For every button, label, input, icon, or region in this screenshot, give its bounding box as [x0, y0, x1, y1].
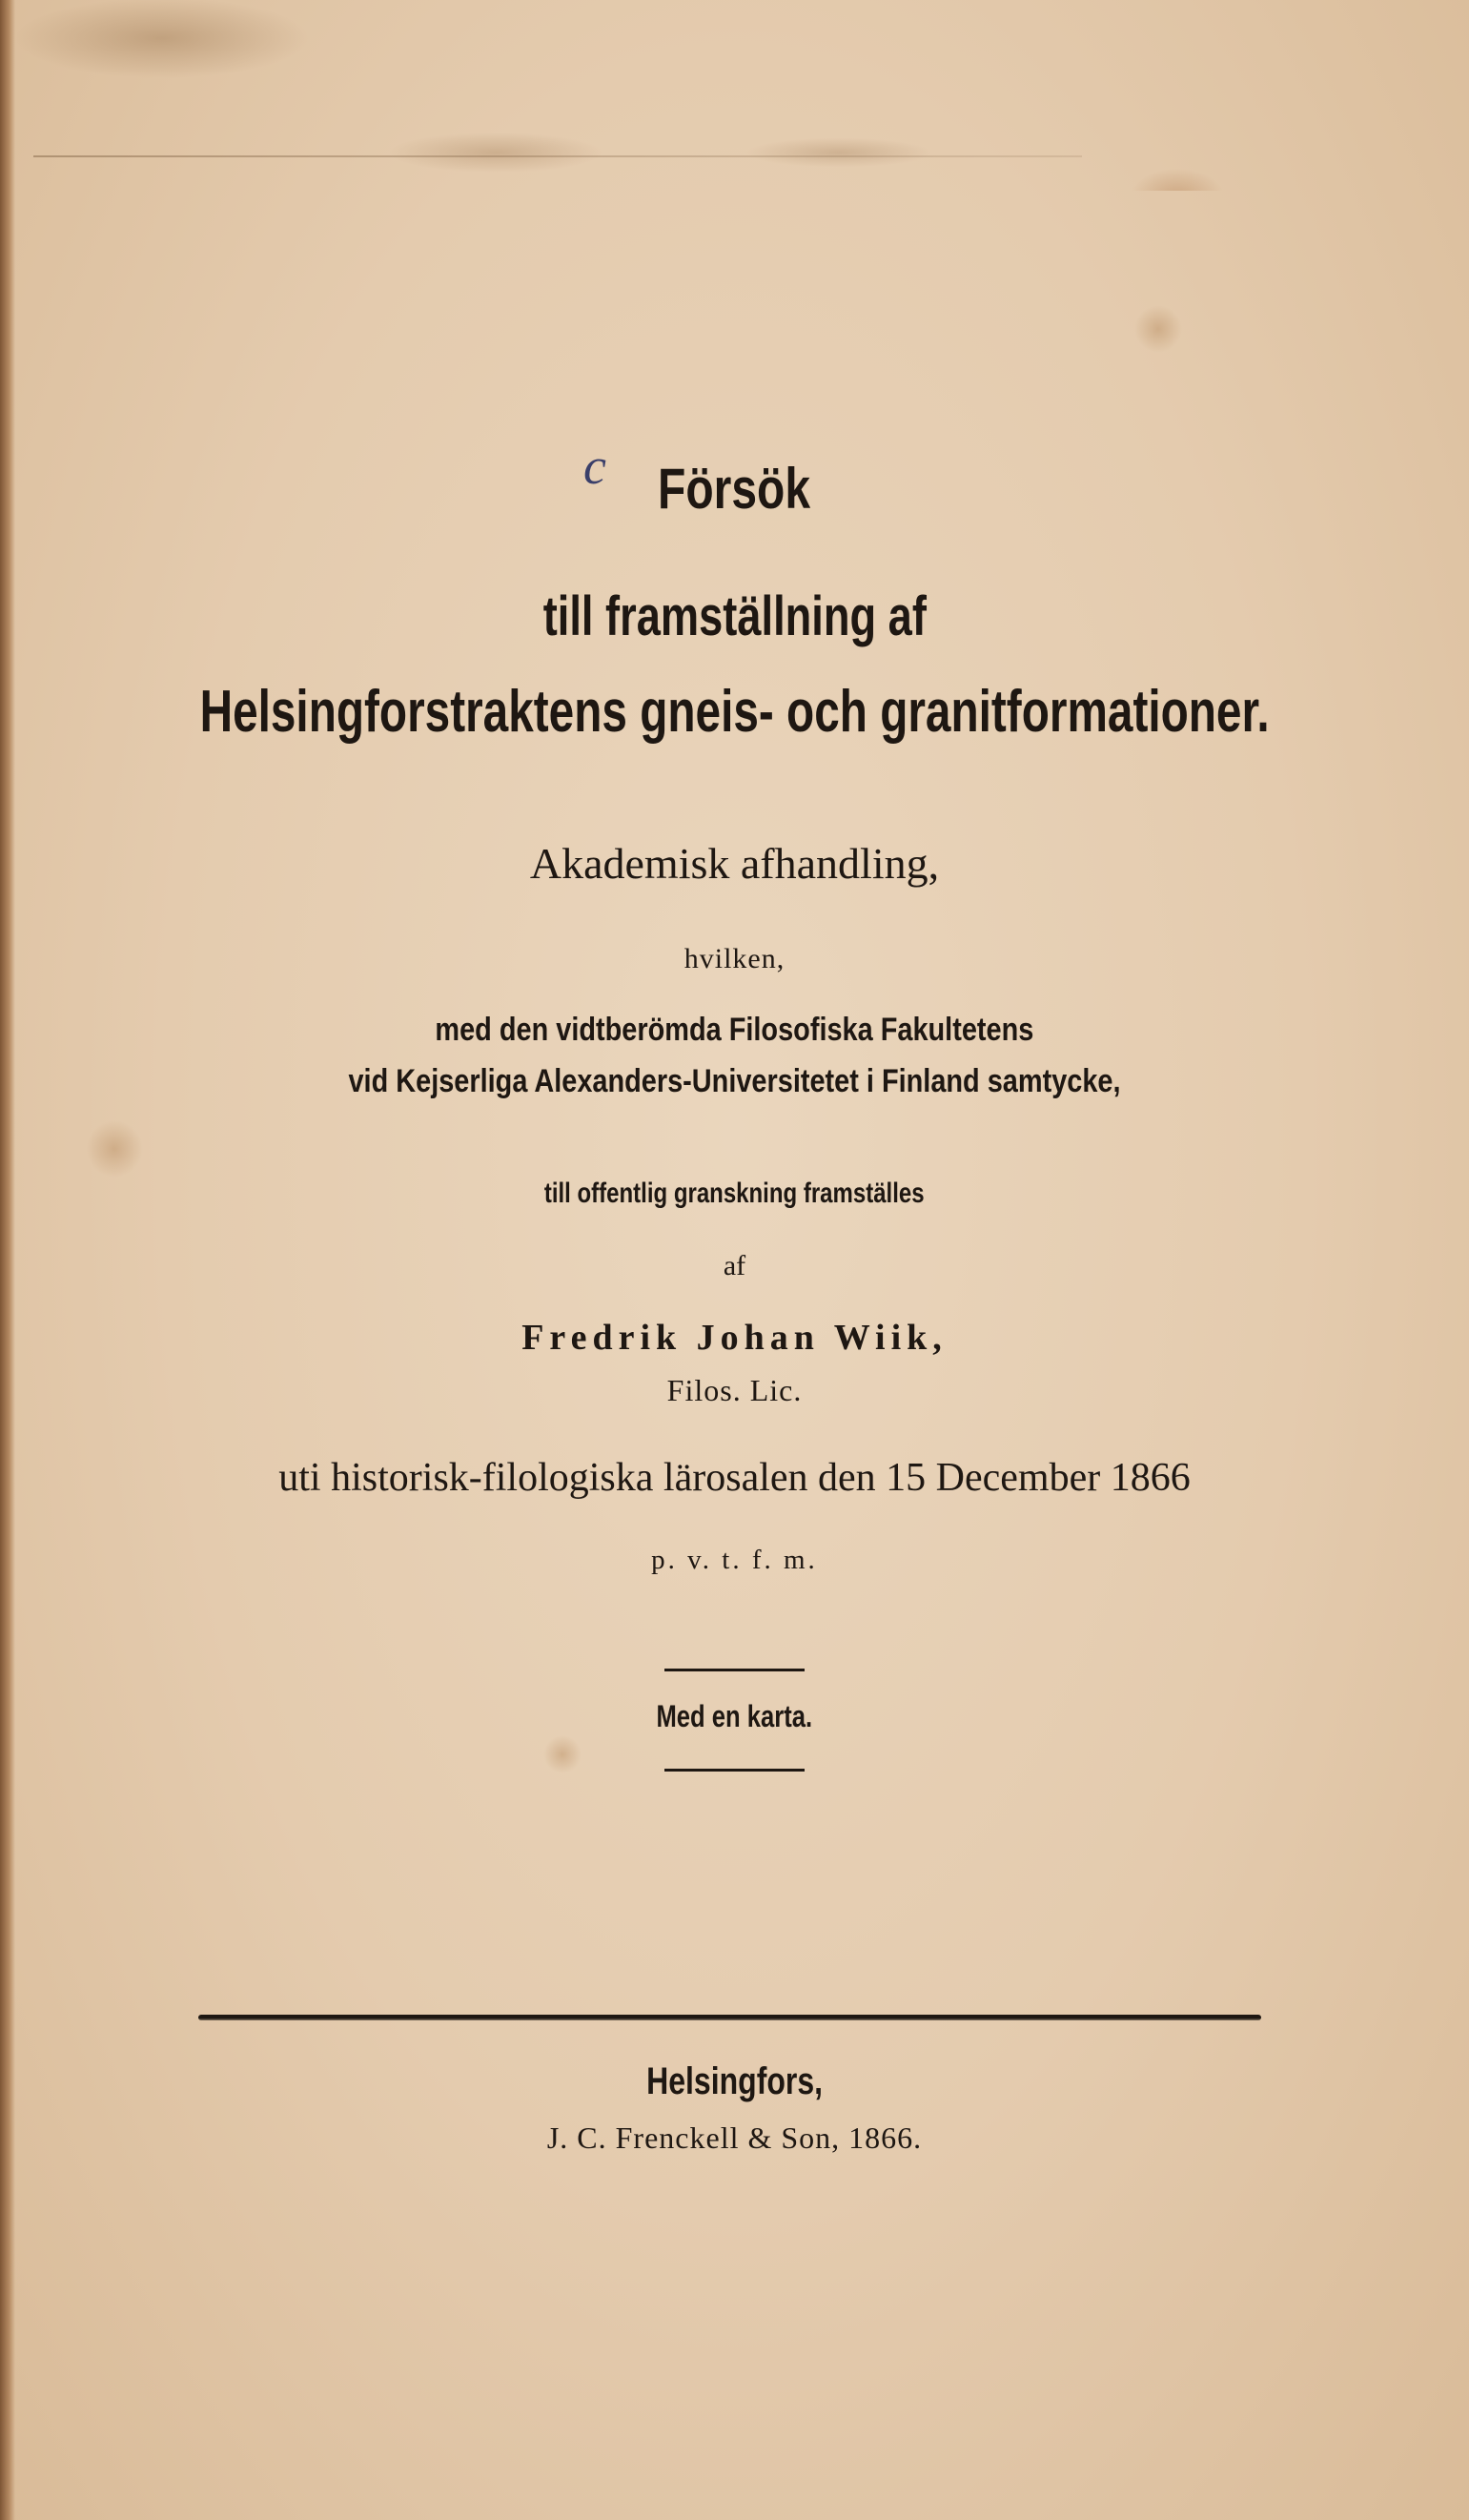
relative-clause: hvilken, [683, 943, 786, 974]
imprint-publisher: J. C. Frenckell & Son, 1866. [546, 2120, 923, 2155]
author-degree: Filos. Lic. [666, 1373, 803, 1407]
faculty-line-2: vid Kejserliga Alexanders-Universitetet i Finland samtycke, [348, 1063, 1121, 1099]
subtitle-line-2: Helsingforstraktens gneis- och granitformationer. [199, 679, 1270, 745]
examination-line: till offentlig granskning framställes [544, 1178, 925, 1209]
subtitle-line-1: till framställning af [542, 585, 927, 647]
divider-rule [664, 1769, 805, 1772]
paper-spot [543, 1735, 581, 1773]
by-word: af [723, 1250, 746, 1281]
venue-date: uti historisk-filologiska lärosalen den 15 December 1866 [278, 1456, 1191, 1500]
imprint-rule [198, 2015, 1261, 2020]
page-fold-line [33, 155, 1082, 157]
divider-rule [664, 1669, 805, 1671]
paper-stains [0, 0, 1469, 191]
author-name: Fredrik Johan Wiik, [521, 1318, 948, 1358]
handwritten-mark: c [583, 438, 606, 495]
map-note: Med en karta. [656, 1699, 813, 1733]
abbreviation: p. v. t. f. m. [651, 1545, 818, 1575]
thesis-type: Akademisk afhandling, [529, 839, 940, 888]
paper-spot [1134, 305, 1182, 353]
paper-spot [86, 1120, 143, 1178]
title-text: Försök [658, 457, 811, 521]
imprint-city: Helsingfors, [646, 2060, 823, 2102]
page-title [0, 456, 1469, 522]
faculty-line-1: med den vidtberömda Filosofiska Fakultetens [435, 1012, 1034, 1048]
